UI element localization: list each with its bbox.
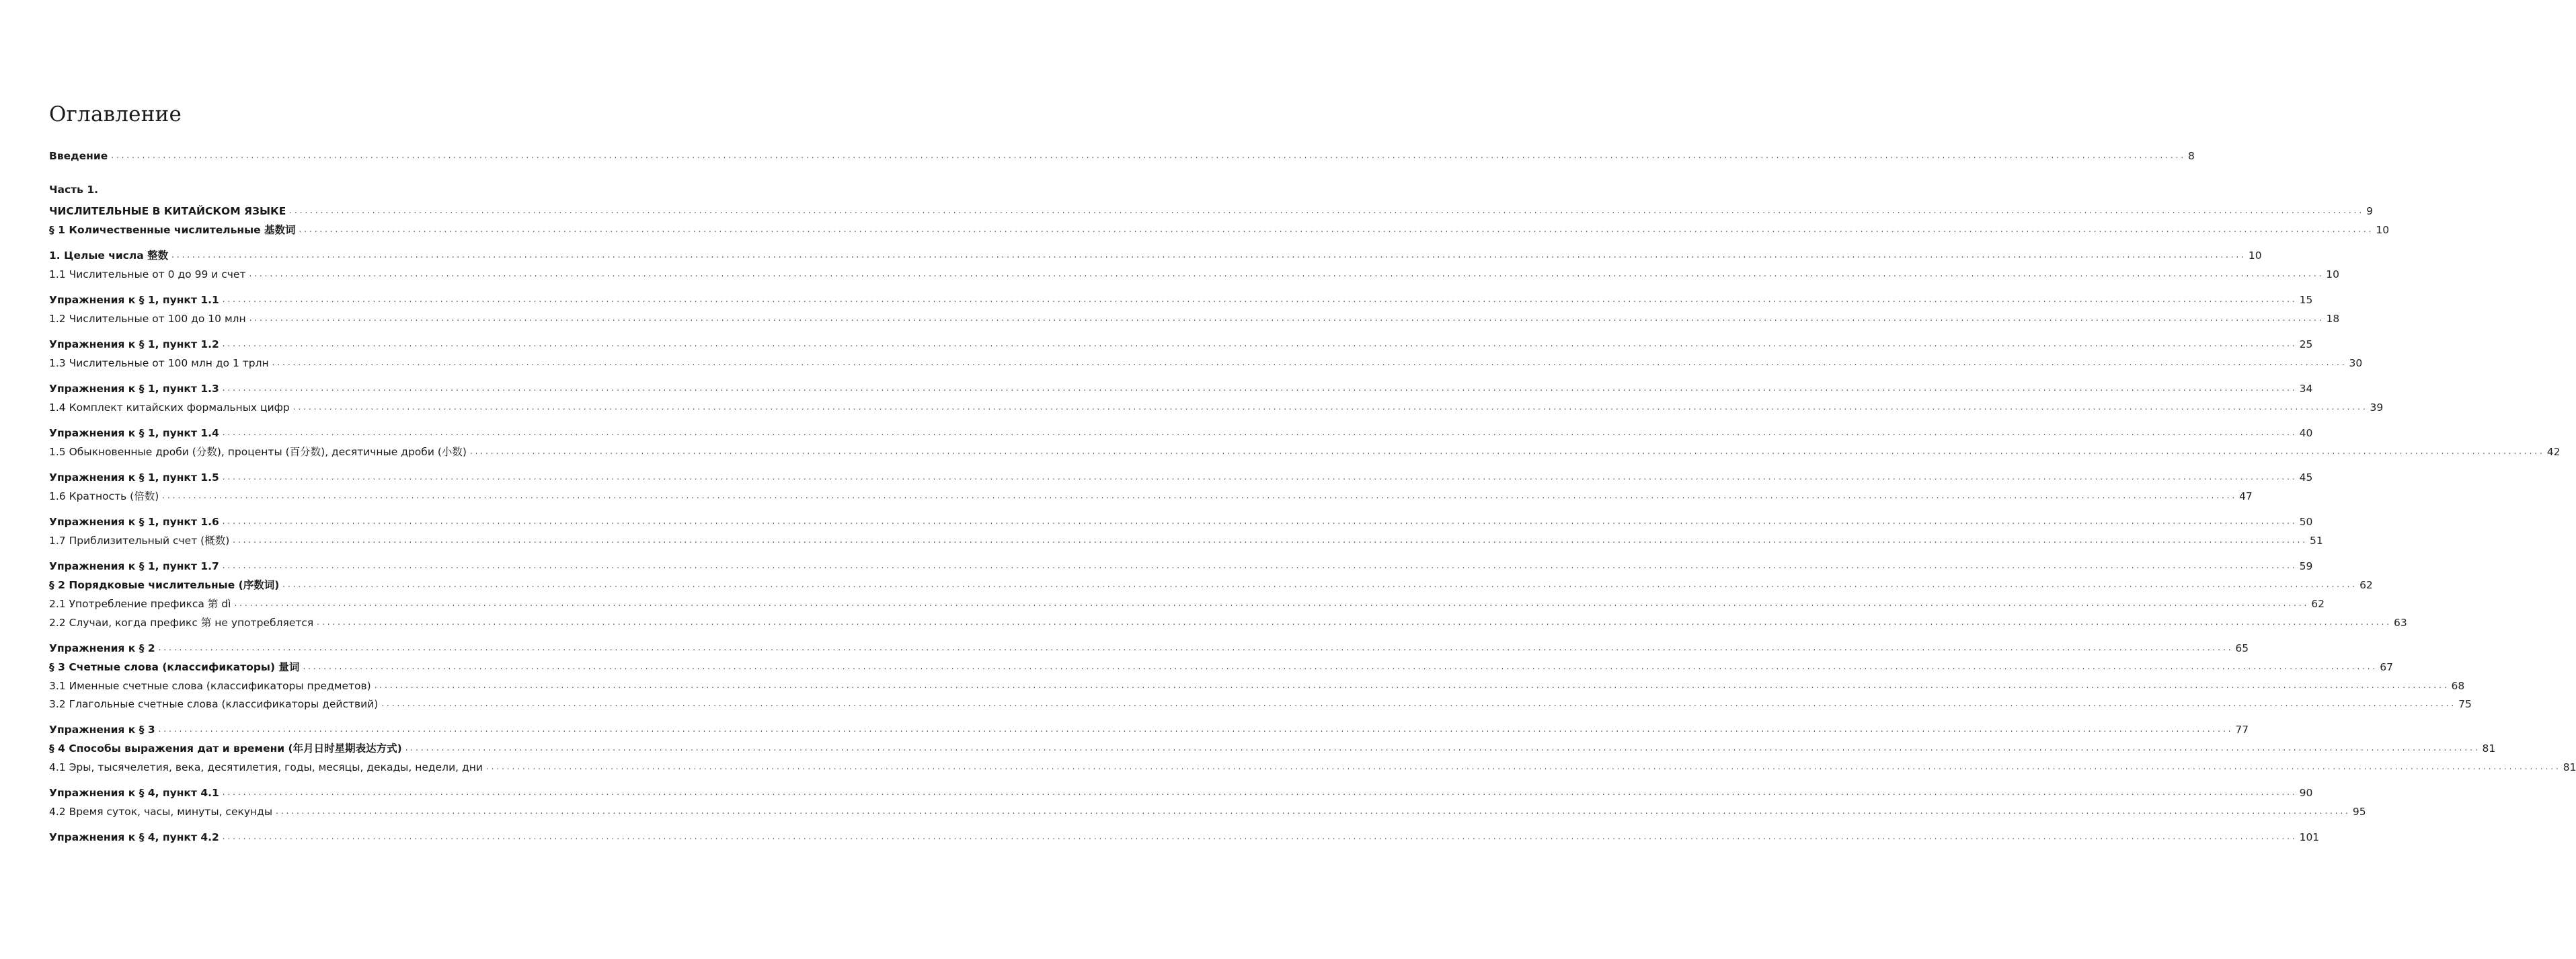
toc-entry-page-number: 62 — [2359, 579, 2373, 591]
toc-entry-page-number: 62 — [2311, 598, 2325, 610]
toc-entry-label: 4.2 Время суток, часы, минуты, секунды — [49, 806, 273, 818]
toc-entry[interactable] — [49, 531, 2323, 547]
toc-entry-page-number: 8 — [2188, 150, 2195, 162]
toc-entry-page-number: 67 — [2380, 661, 2393, 673]
toc-entry-page-number: 51 — [2310, 535, 2323, 547]
toc-entry-page-number: 30 — [2349, 357, 2363, 369]
dot-leader: ................................................................................................................................................................................................................................................................................................................................................................................................................ — [234, 599, 2310, 608]
toc-entry-page-number: 77 — [2235, 724, 2249, 736]
dot-leader: ................................................................................................................................................................................................................................................................................................................................................................................................................ — [222, 516, 2298, 526]
toc-entry[interactable] — [49, 677, 2465, 693]
dot-leader: ................................................................................................................................................................................................................................................................................................................................................................................................................ — [222, 472, 2298, 482]
toc-entry[interactable] — [49, 613, 2407, 629]
toc-entry-page-number: 34 — [2299, 383, 2313, 395]
toc-entry[interactable] — [49, 379, 2313, 395]
toc-entry-page-number: 101 — [2299, 831, 2320, 843]
toc-entry-page-number: 10 — [2376, 224, 2390, 236]
toc-entry-page-number: 47 — [2239, 490, 2253, 502]
toc-entry-page-number: 90 — [2299, 787, 2313, 799]
toc-entry-label: 4.1 Эры, тысячелетия, века, десятилетия, годы, месяцы, декады, недели, дни — [49, 761, 483, 773]
toc-entry-page-number: 9 — [2366, 205, 2373, 217]
toc-entry-label: Упражнения к § 3 — [49, 724, 155, 736]
toc-entry-page-number: 10 — [2248, 250, 2262, 262]
toc-entry-label: 1.5 Обыкновенные дроби (分数), проценты (百分数), десятичные дроби (小数) — [49, 446, 467, 458]
toc-entry-label: 1.3 Числительные от 100 млн до 1 трлн — [49, 357, 269, 369]
toc-entry[interactable] — [49, 291, 2313, 307]
toc-entry[interactable] — [49, 739, 2496, 755]
toc-entry-page-number: 10 — [2326, 268, 2339, 280]
dot-leader: ................................................................................................................................................................................................................................................................................................................................................................................................................ — [469, 447, 2545, 456]
toc-entry[interactable] — [49, 443, 2561, 459]
dot-leader: ................................................................................................................................................................................................................................................................................................................................................................................................................ — [381, 699, 2457, 708]
toc-entry-label: Упражнения к § 1, пункт 1.3 — [49, 383, 219, 395]
toc-entry-page-number: 65 — [2235, 642, 2249, 654]
toc-entry-page-number: 42 — [2546, 446, 2561, 458]
dot-leader: ................................................................................................................................................................................................................................................................................................................................................................................................................ — [222, 561, 2298, 570]
toc-entry[interactable] — [49, 221, 2390, 237]
toc-entry[interactable] — [49, 265, 2339, 281]
toc-entry-label: 3.2 Глагольные счетные слова (классификаторы действий) — [49, 698, 379, 710]
toc-entry-label: Упражнения к § 4, пункт 4.2 — [49, 831, 219, 843]
dot-leader: ................................................................................................................................................................................................................................................................................................................................................................................................................ — [162, 491, 2238, 500]
toc-entry[interactable] — [49, 576, 2373, 592]
toc-entry-label: Упражнения к § 1, пункт 1.2 — [49, 338, 219, 350]
toc-entry-page-number: 63 — [2394, 617, 2407, 629]
toc-entry[interactable] — [49, 557, 2313, 573]
dot-leader: ................................................................................................................................................................................................................................................................................................................................................................................................................ — [289, 206, 2365, 215]
dot-leader: ................................................................................................................................................................................................................................................................................................................................................................................................................ — [299, 225, 2374, 234]
dot-leader: ................................................................................................................................................................................................................................................................................................................................................................................................................ — [282, 580, 2358, 589]
dot-leader: ................................................................................................................................................................................................................................................................................................................................................................................................................ — [292, 402, 2368, 412]
toc-entry[interactable] — [49, 658, 2393, 674]
dot-leader: ................................................................................................................................................................................................................................................................................................................................................................................................................ — [222, 788, 2298, 797]
toc-entry-label: Введение — [49, 150, 108, 162]
toc-entry[interactable] — [49, 783, 2313, 800]
toc-entry-label: 2.1 Употребление префикса 第 dì — [49, 598, 231, 610]
dot-leader: ................................................................................................................................................................................................................................................................................................................................................................................................................ — [303, 662, 2378, 671]
toc-entry-label: Упражнения к § 4, пункт 4.1 — [49, 787, 219, 799]
toc-entry[interactable] — [49, 398, 2384, 414]
toc-entry-label: § 1 Количественные числительные 基数词 — [49, 224, 296, 236]
page-title: Оглавление — [49, 102, 182, 126]
dot-leader: ................................................................................................................................................................................................................................................................................................................................................................................................................ — [222, 428, 2298, 437]
toc-entry-page-number: 40 — [2299, 427, 2313, 439]
dot-leader: ................................................................................................................................................................................................................................................................................................................................................................................................................ — [233, 535, 2308, 545]
dot-leader: ................................................................................................................................................................................................................................................................................................................................................................................................................ — [158, 724, 2234, 734]
toc-entry-label: 1.7 Приблизительный счет (概数) — [49, 535, 230, 547]
toc-entry-label: 3.1 Именные счетные слова (классификаторы предметов) — [49, 680, 371, 692]
toc-entry[interactable] — [49, 720, 2249, 736]
toc-entry-page-number: 59 — [2299, 560, 2313, 572]
dot-leader: ................................................................................................................................................................................................................................................................................................................................................................................................................ — [222, 383, 2298, 393]
toc-entry-label: Упражнения к § 1, пункт 1.7 — [49, 560, 219, 572]
dot-leader: ................................................................................................................................................................................................................................................................................................................................................................................................................ — [276, 806, 2351, 816]
toc-entry-label: 1. Целые числа 整数 — [49, 250, 169, 262]
toc-entry-page-number: 39 — [2370, 401, 2384, 414]
toc-entry[interactable] — [49, 354, 2363, 370]
dot-leader: ................................................................................................................................................................................................................................................................................................................................................................................................................ — [405, 743, 2481, 753]
toc-entry-label: § 2 Порядковые числительные (序数词) — [49, 579, 280, 591]
toc-entry[interactable] — [49, 594, 2325, 611]
toc-entry[interactable] — [49, 424, 2313, 440]
toc-entry-label: § 4 Способы выражения дат и времени (年月日时星期表达方式) — [49, 742, 402, 755]
toc-entry[interactable] — [49, 695, 2472, 711]
toc-entry[interactable] — [49, 828, 2320, 844]
dot-leader: ................................................................................................................................................................................................................................................................................................................................................................................................................ — [222, 339, 2298, 348]
dot-leader: ................................................................................................................................................................................................................................................................................................................................................................................................................ — [249, 269, 2325, 278]
toc-entry-page-number: 75 — [2458, 698, 2472, 710]
toc-entry[interactable] — [49, 335, 2313, 351]
toc-entry-page-number: 50 — [2299, 516, 2313, 528]
dot-leader: ................................................................................................................................................................................................................................................................................................................................................................................................................ — [374, 681, 2450, 690]
toc-entry-label: 1.4 Комплект китайских формальных цифр — [49, 401, 290, 414]
toc-entry-page-number: 81 — [2563, 761, 2576, 773]
toc-entry[interactable] — [49, 468, 2313, 484]
toc-entry-page-number: 45 — [2299, 471, 2313, 484]
toc-entry-label: 2.2 Случаи, когда префикс 第 не употребляется — [49, 617, 314, 629]
toc-entry-label: 1.2 Числительные от 100 до 10 млн — [49, 313, 246, 325]
toc-entry[interactable] — [49, 639, 2249, 655]
dot-leader: ................................................................................................................................................................................................................................................................................................................................................................................................................ — [111, 151, 2187, 160]
toc-entry[interactable] — [49, 202, 2373, 218]
toc-entry[interactable] — [49, 512, 2313, 529]
toc-entry-page-number: 15 — [2299, 294, 2313, 306]
toc-entry-page-number: 18 — [2326, 313, 2340, 325]
toc-entry-page-number: 95 — [2352, 806, 2366, 818]
toc-entry-label: 1.6 Кратность (倍数) — [49, 490, 159, 502]
toc-entry-label: Упражнения к § 2 — [49, 642, 155, 654]
toc-entry[interactable] — [49, 758, 2576, 774]
toc-entry-label: Упражнения к § 1, пункт 1.4 — [49, 427, 219, 439]
toc-entry-label: ЧИСЛИТЕЛЬНЫЕ В КИТАЙСКОМ ЯЗЫКЕ — [49, 205, 286, 217]
toc-entry-label: 1.1 Числительные от 0 до 99 и счет — [49, 268, 246, 280]
toc-entry[interactable] — [49, 246, 2262, 262]
toc-entry-label: Упражнения к § 1, пункт 1.5 — [49, 471, 219, 484]
toc-entry-label: Упражнения к § 1, пункт 1.1 — [49, 294, 219, 306]
toc-entry[interactable] — [49, 802, 2366, 818]
toc-entry-label: § 3 Счетные слова (классификаторы) 量词 — [49, 661, 300, 673]
dot-leader: ................................................................................................................................................................................................................................................................................................................................................................................................................ — [485, 762, 2561, 771]
toc-entry[interactable] — [49, 309, 2340, 325]
toc-entry[interactable] — [49, 147, 2195, 163]
toc-entry-page-number: 81 — [2482, 742, 2496, 755]
toc-entry-page-number: 68 — [2451, 680, 2465, 692]
dot-leader: ................................................................................................................................................................................................................................................................................................................................................................................................................ — [171, 250, 2247, 260]
toc-entry-label: Упражнения к § 1, пункт 1.6 — [49, 516, 219, 528]
dot-leader: ................................................................................................................................................................................................................................................................................................................................................................................................................ — [272, 358, 2347, 367]
dot-leader: ................................................................................................................................................................................................................................................................................................................................................................................................................ — [249, 313, 2325, 323]
dot-leader: ................................................................................................................................................................................................................................................................................................................................................................................................................ — [158, 643, 2234, 652]
dot-leader: ................................................................................................................................................................................................................................................................................................................................................................................................................ — [317, 617, 2392, 627]
toc-entry[interactable] — [49, 487, 2253, 503]
dot-leader: ................................................................................................................................................................................................................................................................................................................................................................................................................ — [222, 832, 2298, 841]
part-label: Часть 1. — [49, 184, 99, 196]
toc-entry-page-number: 25 — [2299, 338, 2313, 350]
dot-leader: ................................................................................................................................................................................................................................................................................................................................................................................................................ — [222, 295, 2298, 304]
